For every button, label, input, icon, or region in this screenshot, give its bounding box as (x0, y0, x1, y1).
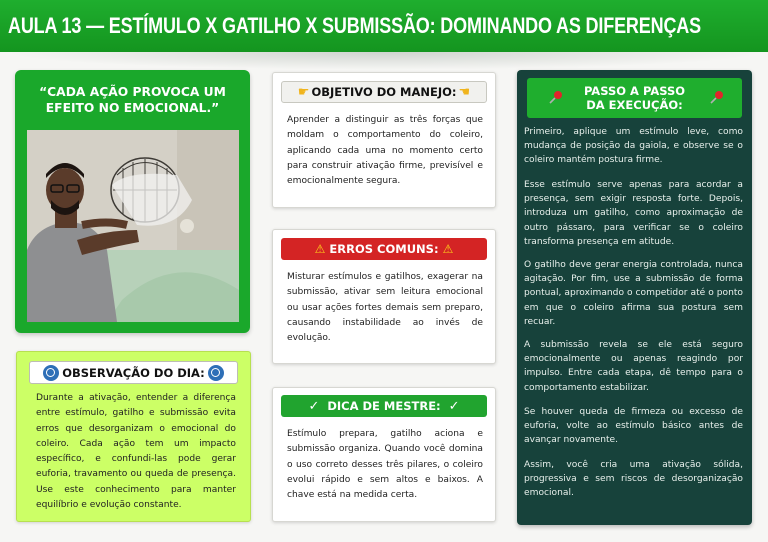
pointing-hand-icon: ☛ (297, 84, 310, 100)
errors-card (272, 229, 496, 364)
errors-body: Misturar estímulos e gatilhos, exagerar na submissão, ativar sem leitura emocional ou usar ações fortes demais sem preparo, causando instabilidade ao invés de evolução. (287, 272, 483, 344)
observation-title: OBSERVAÇÃO DO DIA: (62, 365, 205, 380)
tip-card (272, 387, 496, 522)
steps-paragraph-3: O gatilho deve gerar energia controlada, nunca agitação. Por fim, use a submissão de forma pontual, aproximando o competidor até o ponto em que o coleiro afirma sua postura sem recuar. (524, 260, 743, 327)
checkmark-icon: ✓ (308, 398, 320, 414)
magnifier-icon (208, 365, 224, 381)
photo-man-with-birdcage (27, 130, 239, 322)
tip-body: Estímulo prepara, gatilho aciona e submissão organiza. Quando você domina o uso correto desses três pilares, o coleiro evolui rápido e sem altos e baixos. A chave está na medida certa. (287, 429, 483, 501)
steps-title-bar (527, 78, 742, 118)
objective-card (272, 72, 496, 208)
objective-title-bar (281, 81, 487, 103)
pushpin-icon (549, 90, 563, 107)
steps-paragraph-4: A submissão revela se ele está seguro emocionalmente ou apenas reagindo por impulso. Entre cada etapa, dê tempo para o comportamento estabilizar. (524, 340, 743, 393)
observation-body: Durante a ativação, entender a diferença entre estímulo, gatilho e submissão evita erros que desorganizam o emocional do coleiro. Cada ação tem um impacto específico, e confundi-las pode gerar euforia, travamento ou queda de presença. Use este conhecimento para manter equilíbrio e evolução constante. (36, 393, 236, 511)
steps-panel (517, 70, 752, 525)
errors-title-bar (281, 238, 487, 260)
tip-title-bar (281, 395, 487, 417)
steps-paragraph-1: Primeiro, aplique um estímulo leve, como mudança de posição da gaiola, e observe se o coleiro mantém postura firme. (524, 127, 743, 166)
objective-title: OBJETIVO DO MANEJO: (311, 85, 457, 99)
steps-paragraph-6: Assim, você cria uma ativação sólida, progressiva e sem riscos de desorganização emocional. (524, 460, 743, 499)
steps-title-line1: PASSO A PASSO (583, 84, 686, 98)
pushpin-icon (710, 90, 724, 107)
page-title: AULA 13 — ESTÍMULO X GATILHO X SUBMISSÃO: DOMINANDO AS DIFERENÇAS (8, 13, 701, 38)
steps-paragraph-2: Esse estímulo serve apenas para acordar a presença, sem exigir resposta forte. Depois, introduza um gatilho, como aproximação de outro pássaro, para verificar se o coleiro transforma presença em atitude. (524, 180, 743, 247)
warning-icon: ⚠ (442, 242, 454, 256)
errors-title: ERROS COMUNS: (329, 242, 439, 256)
checkmark-icon: ✓ (448, 398, 460, 414)
top-banner (0, 0, 768, 52)
pointing-hand-icon: ☚ (458, 84, 471, 100)
objective-body: Aprender a distinguir as três forças que moldam o comportamento do coleiro, aplicando cada uma no momento certo para construir ativação firme, previsível e emocionalmente segura. (287, 115, 483, 187)
quote-card (15, 70, 250, 333)
quote-text: “CADA AÇÃO PROVOCA UM EFEITO NO EMOCIONAL.” (39, 85, 226, 115)
steps-paragraph-5: Se houver queda de firmeza ou excesso de euforia, volte ao estímulo básico antes de avançar novamente. (524, 407, 743, 446)
warning-icon: ⚠ (314, 242, 326, 256)
steps-title-line2: DA EXECUÇÃO: (586, 98, 683, 112)
photo-illustration (27, 130, 239, 322)
magnifier-icon (43, 365, 59, 381)
observation-card (16, 351, 251, 522)
observation-title-bar (29, 361, 238, 384)
tip-title: DICA DE MESTRE: (327, 399, 441, 413)
